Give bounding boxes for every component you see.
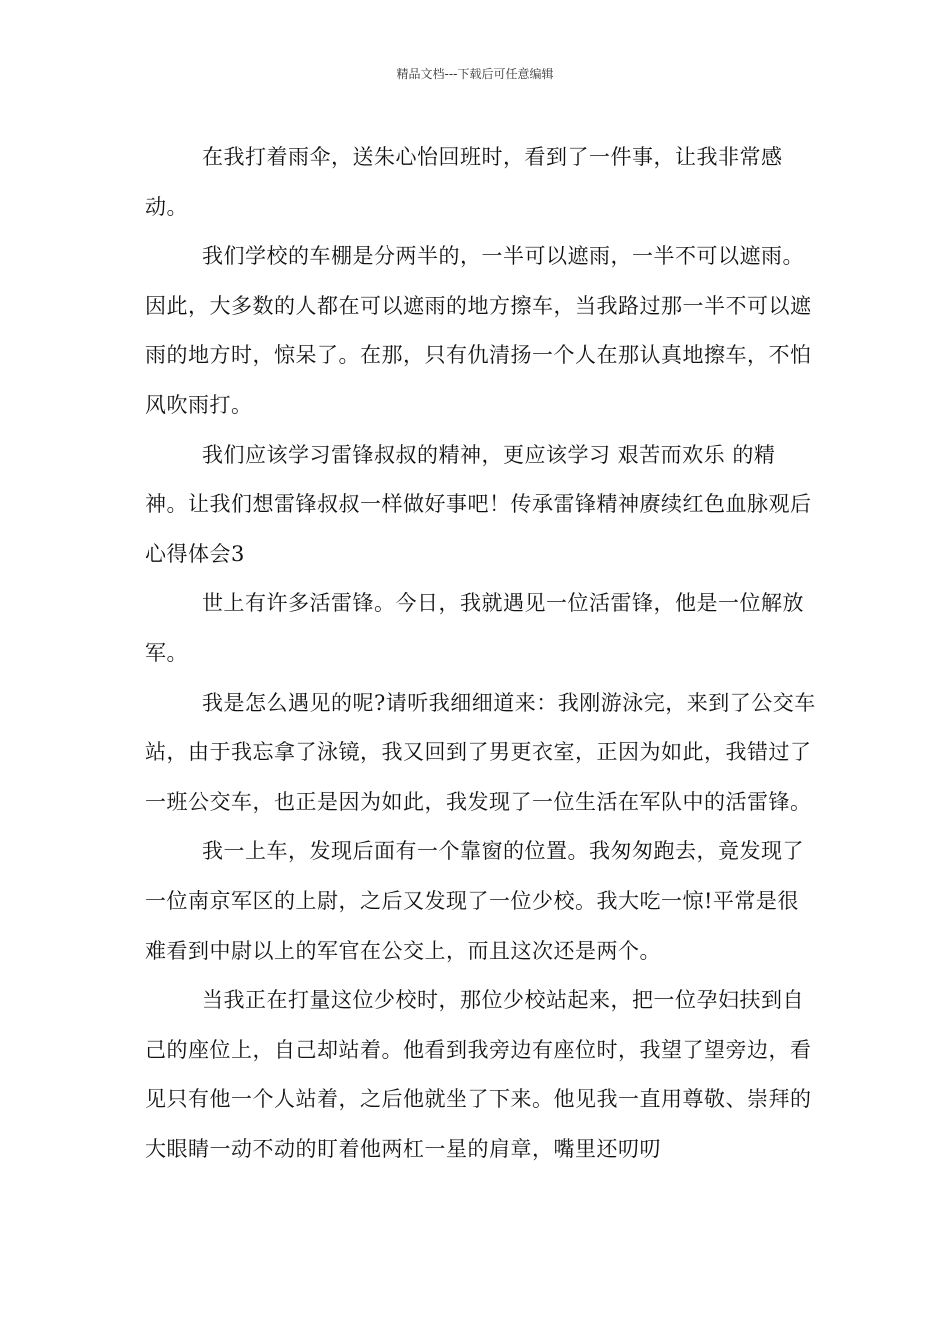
paragraph-3: 我们应该学习雷锋叔叔的精神，更应该学习 艰苦而欢乐 的精神。让我们想雷锋叔叔一样做好事吧！传承雷锋精神赓续红色血脉观后心得体会3: [145, 442, 812, 566]
paragraph-6: 我一上车，发现后面有一个靠窗的位置。我匆匆跑去，竟发现了一位南京军区的上尉，之后又发现了一位少校。我大吃一惊!平常是很难看到中尉以上的军官在公交上，而且这次还是两个。: [145, 839, 804, 963]
document-body: [145, 133, 817, 1174]
page-header: 精品文档---下载后可任意编辑: [396, 67, 554, 81]
paragraph-7: 当我正在打量这位少校时，那位少校站起来，把一位孕妇扶到自己的座位上，自己却站着。他看到我旁边有座位时，我望了望旁边，看见只有他一个人站着，之后他就坐了下来。他见我一直用尊敬、崇拜的大眼睛一动不动的盯着他两杠一星的肩章，嘴里还叨叨: [145, 988, 812, 1161]
paragraph-4: 世上有许多活雷锋。今日，我就遇见一位活雷锋，他是一位解放军。: [145, 591, 804, 665]
paragraph-1: 在我打着雨伞，送朱心怡回班时，看到了一件事，让我非常感动。: [145, 145, 783, 219]
paragraph-5: 我是怎么遇见的呢?请听我细细道来：我刚游泳完，来到了公交车站，由于我忘拿了泳镜，我又回到了男更衣室，正因为如此，我错过了一班公交车，也正是因为如此，我发现了一位生活在军队中的活雷锋。: [145, 690, 816, 814]
paragraph-2: 我们学校的车棚是分两半的，一半可以遮雨，一半不可以遮雨。因此，大多数的人都在可以遮雨的地方擦车，当我路过那一半不可以遮雨的地方时，惊呆了。在那，只有仇清扬一个人在那认真地擦车，不怕风吹雨打。: [145, 244, 812, 417]
